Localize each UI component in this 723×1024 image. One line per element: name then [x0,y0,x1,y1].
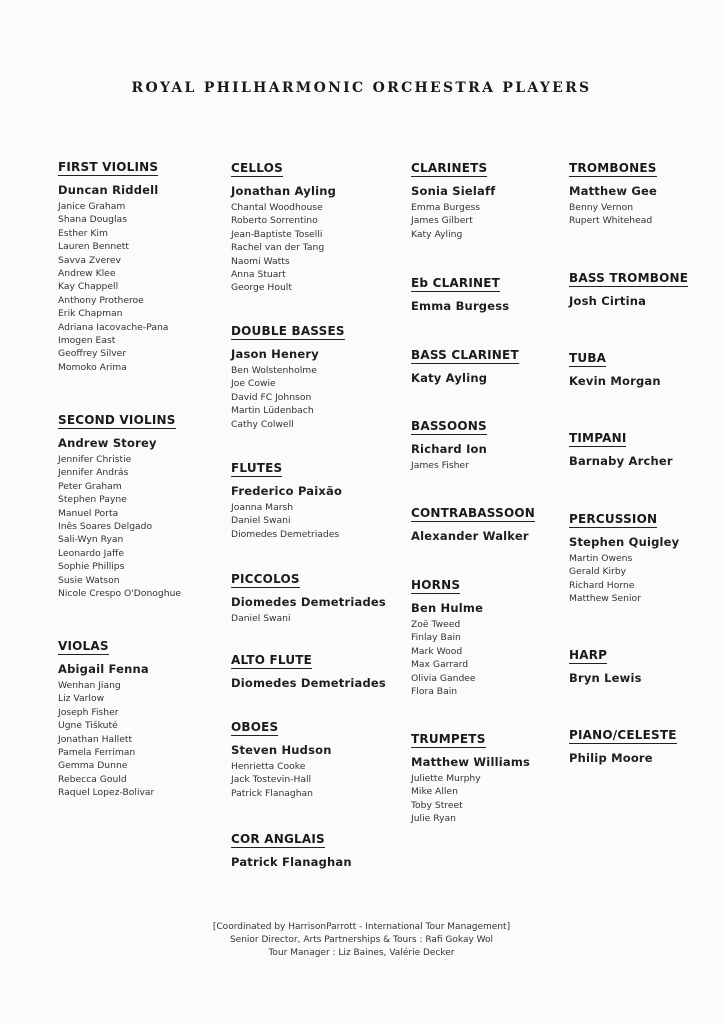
section-heading: VIOLAS [58,639,109,653]
section-heading: HORNS [411,578,461,592]
section-heading: TROMBONES [569,161,657,175]
member: Imogen East [58,335,116,347]
section-heading: PIANO/CELESTE [569,728,677,742]
section-heading: CLARINETS [411,161,488,175]
member: James Gilbert [411,215,473,227]
member: Ugne Tiškuté [58,720,118,732]
member: Momoko Arima [58,361,127,373]
member: Diomedes Demetriades [231,528,340,540]
section-heading: FLUTES [231,461,283,475]
section-heading: CONTRABASSOON [411,506,535,520]
member: Martin Lüdenbach [231,405,314,417]
section-heading: DOUBLE BASSES [231,324,345,338]
member: Rupert Whitehead [569,215,653,227]
member: Emma Burgess [411,202,481,213]
member: James Fisher [411,460,469,471]
member: Lauren Bennett [58,241,130,253]
member: Erik Chapman [58,308,123,320]
member: Pamela Ferriman [58,747,136,759]
member-list [58,453,228,600]
member: Wenhan Jiang [58,680,121,691]
member: Shana Douglas [58,214,127,226]
principal-player: Jonathan Ayling [231,184,337,198]
member: Daniel Swani [231,515,291,527]
principal-player: Emma Burgess [411,299,510,313]
member: Esther Kim [58,227,108,239]
section-heading: BASSOONS [411,419,487,433]
member: Martin Owens [569,553,633,564]
section-clarinets [411,157,581,241]
principal-player: Frederico Paixão [231,484,343,498]
section-heading: TUBA [569,351,607,365]
section-heading: HARP [569,648,608,662]
section-heading: Eb CLARINET [411,276,501,290]
principal-player: Ben Hulme [411,601,484,615]
member: Liz Varlow [58,693,105,705]
section-tuba [569,347,723,388]
member: Toby Street [411,799,463,811]
member: Julie Ryan [411,813,456,825]
member: Leonardo Jaffe [58,547,124,559]
section-violas [58,635,228,800]
principal-player: Matthew Gee [569,184,658,198]
member-list [231,760,401,800]
section-bass-clarinet [411,344,581,385]
section-percussion [569,508,723,606]
member: Richard Horne [569,579,635,591]
footer-coordination-line: [Coordinated by HarrisonParrott - International Tour Management] [212,922,511,932]
member: Gemma Dunne [58,760,128,772]
member: Susie Watson [58,574,120,586]
member: Jean-Baptiste Toselli [231,228,323,240]
member: Mark Wood [411,645,463,657]
principal-player: Stephen Quigley [569,535,680,549]
section-heading: BASS TROMBONE [569,271,689,285]
principal-player: Alexander Walker [411,529,529,543]
section-cor-anglais [231,828,401,869]
member: Peter Graham [58,480,122,492]
principal-player: Katy Ayling [411,371,488,385]
section-heading: FIRST VIOLINS [58,160,159,174]
principal-player: Abigail Fenna [58,662,149,676]
section-alto-flute [231,649,401,690]
section-eb-clarinet [411,272,581,313]
member: Manuel Porta [58,507,119,519]
principal-player: Steven Hudson [231,743,332,757]
member: Benny Vernon [569,202,634,213]
member: Zoë Tweed [411,619,461,630]
member: Jonathan Hallett [58,733,133,745]
section-heading: ALTO FLUTE [231,653,313,667]
member: Roberto Sorrentino [231,215,318,227]
member: George Hoult [231,282,292,294]
section-bassoons [411,415,581,472]
member: Flora Bain [411,686,458,698]
member-list [58,200,228,374]
member: Mike Allen [411,786,458,798]
member: Anna Stuart [231,269,286,281]
member: Sali-Wyn Ryan [58,534,124,546]
section-heading: SECOND VIOLINS [58,413,176,427]
section-heading: CELLOS [231,161,283,175]
member-list [231,501,401,541]
member: Ben Wolstenholme [231,365,317,376]
member: Jack Tostevin-Hall [231,774,312,786]
member-list [411,459,581,472]
section-heading: BASS CLARINET [411,348,519,362]
member: Inês Soares Delgado [58,521,153,533]
section-flutes [231,457,401,541]
member-list [231,364,401,431]
member: Nicole Crespo O'Donoghue [58,588,182,600]
section-horns [411,574,581,698]
member: Sophie Phillips [58,561,125,573]
section-heading: PERCUSSION [569,512,658,526]
principal-player: Andrew Storey [58,436,157,450]
section-heading: PICCOLOS [231,572,300,586]
member: Katy Ayling [411,228,463,240]
footer-tour-manager-line: Tour Manager : Liz Baines, Valérie Decker [268,948,455,958]
member: David FC Johnson [231,391,312,403]
member: Daniel Swani [231,613,291,624]
member: Henrietta Cooke [231,761,306,772]
section-trombones [569,157,723,228]
member: Stephen Payne [58,494,127,506]
member: Joseph Fisher [58,706,119,718]
member-list [569,201,723,228]
member-list [58,679,228,800]
section-first-violins [58,156,228,374]
principal-player: Philip Moore [569,751,653,765]
member: Rebecca Gould [58,773,127,785]
member: Gerald Kirby [569,566,627,578]
principal-player: Richard Ion [411,442,488,456]
member: Naomi Watts [231,255,290,267]
principal-player: Sonia Sielaff [411,184,496,198]
section-piano-celeste [569,724,723,765]
section-oboes [231,716,401,800]
section-double-basses [231,320,401,431]
member: Geoffrey Silver [58,348,127,360]
member: Rachel van der Tang [231,242,325,254]
member-list [569,552,723,606]
footer-director-line: Senior Director, Arts Partnerships & Tours : Rafi Gokay Wol [229,935,494,945]
footer-credits [0,921,723,960]
member: Anthony Protheroe [58,294,144,306]
section-heading: TIMPANI [569,431,627,445]
member: Olivia Gandee [411,672,476,684]
principal-player: Kevin Morgan [569,374,661,388]
principal-player: Josh Cirtina [569,294,647,308]
member: Adriana Iacovache-Pana [58,321,169,333]
member: Savva Zverev [58,254,121,266]
principal-player: Duncan Riddell [58,183,159,197]
section-contrabassoon [411,502,581,543]
principal-player: Jason Henery [231,347,319,361]
section-second-violins [58,409,228,600]
principal-player: Bryn Lewis [569,671,642,685]
principal-player: Barnaby Archer [569,454,673,468]
member: Juliette Murphy [411,773,481,784]
member: Joe Cowie [231,378,276,390]
principal-player: Diomedes Demetriades [231,676,386,690]
member-list [231,201,401,295]
section-cellos [231,157,401,295]
section-timpani [569,427,723,468]
section-heading: OBOES [231,720,279,734]
principal-player: Patrick Flanaghan [231,855,352,869]
member: Jennifer Christie [58,454,132,465]
page-title: ROYAL PHILHARMONIC ORCHESTRA PLAYERS [131,80,592,96]
member: Kay Chappell [58,281,119,293]
member-list [411,201,581,241]
member: Janice Graham [58,201,126,212]
principal-player: Matthew Williams [411,755,531,769]
member: Chantal Woodhouse [231,202,323,213]
principal-player: Diomedes Demetriades [231,595,386,609]
member: Patrick Flanaghan [231,787,314,799]
member-list [411,772,581,826]
section-heading: TRUMPETS [411,732,486,746]
member: Finlay Bain [411,632,461,644]
member: Andrew Klee [58,268,116,280]
section-harp [569,644,723,685]
section-piccolos [231,568,401,625]
section-trumpets [411,728,581,826]
section-bass-trombone [569,267,723,308]
member: Matthew Senior [569,593,641,605]
section-heading: COR ANGLAIS [231,832,325,846]
member: Joanna Marsh [231,502,294,513]
member-list [231,612,401,625]
member: Cathy Colwell [231,418,294,430]
member-list [411,618,581,698]
member: Raquel Lopez-Bolivar [58,787,155,799]
member: Max Garrard [411,659,469,671]
member: Jennifer András [58,467,129,479]
